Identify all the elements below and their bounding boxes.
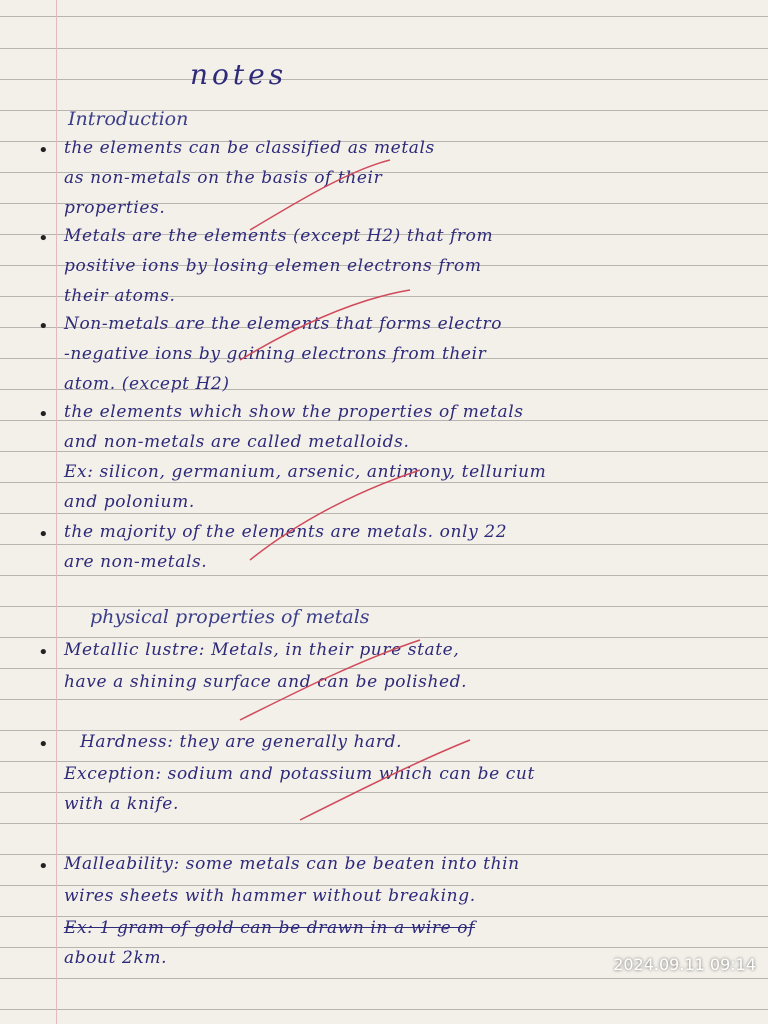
bullet: • <box>38 404 49 425</box>
bullet: • <box>38 140 49 161</box>
margin-line <box>56 0 57 1024</box>
text-line: the elements which show the properties of metals <box>64 402 524 422</box>
bullet: • <box>38 524 49 545</box>
bullet: • <box>38 734 49 755</box>
text-line: and non-metals are called metalloids. <box>64 432 410 452</box>
text-line: Ex: silicon, germanium, arsenic, antimony, tellurium <box>64 462 547 482</box>
photo-timestamp: 2024.09.11 09:14 <box>613 955 756 974</box>
text-line: properties. <box>64 198 166 218</box>
text-line: their atoms. <box>64 286 176 306</box>
text-line: Metals are the elements (except H2) that from <box>64 226 494 246</box>
text-line: as non-metals on the basis of their <box>64 168 383 188</box>
text-line: have a shining surface and can be polished. <box>64 672 468 692</box>
bullet: • <box>38 642 49 663</box>
bullet: • <box>38 316 49 337</box>
text-line: positive ions by losing elemen electrons from <box>64 256 482 276</box>
text-line: with a knife. <box>64 794 179 814</box>
text-line: Hardness: they are generally hard. <box>80 732 403 752</box>
text-line: the majority of the elements are metals. only 22 <box>64 522 508 542</box>
text-line: Metallic lustre: Metals, in their pure state, <box>64 640 460 660</box>
text-line: Exception: sodium and potassium which can be cut <box>64 764 535 784</box>
text-line: the elements can be classified as metals <box>64 138 435 158</box>
bullet: • <box>38 228 49 249</box>
page-title: notes <box>190 58 288 91</box>
text-line: wires sheets with hammer without breaking. <box>64 886 476 906</box>
intro-heading: Introduction <box>68 108 189 130</box>
text-line: -negative ions by gaining electrons from their <box>64 344 487 364</box>
text-line: atom. (except H2) <box>64 374 230 394</box>
text-line: about 2km. <box>64 948 168 968</box>
text-line: Ex: 1 gram of gold can be drawn in a wire of <box>64 918 476 938</box>
text-line: Malleability: some metals can be beaten into thin <box>64 854 520 874</box>
physical-properties-heading: physical properties of metals <box>90 606 370 628</box>
bullet: • <box>38 856 49 877</box>
text-line: and polonium. <box>64 492 195 512</box>
text-line: are non-metals. <box>64 552 208 572</box>
text-line: Non-metals are the elements that forms electro <box>64 314 503 334</box>
